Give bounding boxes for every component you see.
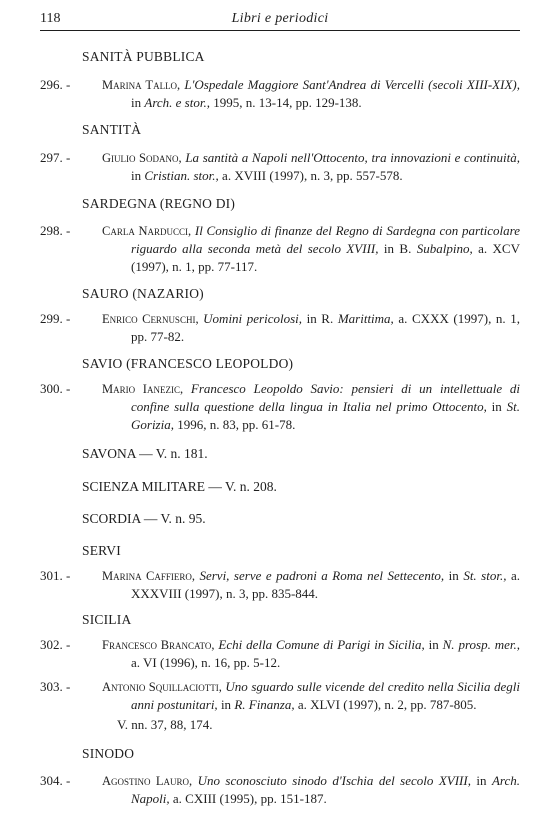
entry-author: Antonio Squillaciotti, [102, 680, 222, 694]
entry-title: Francesco Leopoldo Savio: pensieri di un intellettuale di confine sulla questione della lingua in Italia nel primo Ottocento, [131, 381, 521, 414]
entry-title: L'Ospedale Maggiore Sant'Andrea di Vercelli (secoli XIII-XIX), [184, 77, 520, 92]
running-header [40, 10, 520, 31]
entry-details: a. XCV (1997), n. 1, pp. 77-117. [131, 241, 520, 274]
entry-connector: in [470, 773, 492, 788]
section-heading: SAVIO (FRANCESCO LEOPOLDO) [82, 356, 294, 371]
cross-reference: SCORDIA — V. n. 95. [82, 511, 206, 526]
entry-details: a. CXIII (1995), pp. 151-187. [169, 791, 327, 806]
cross-reference: SCIENZA MILITARE — V. n. 208. [82, 479, 277, 494]
entry-details: 1995, n. 13-14, pp. 129-138. [209, 95, 362, 110]
bibliography-entry [40, 222, 520, 276]
entry-author: Giulio Sodano, [102, 151, 182, 165]
entry-title: Uno sguardo sulle vicende del credito nella Sicilia degli anni postunitari, [131, 679, 521, 712]
entry-details: a. XXXVIII (1997), n. 3, pp. 835-844. [131, 568, 520, 601]
entry-connector: in B. [378, 241, 417, 256]
entry-author: Francesco Brancato, [102, 638, 215, 652]
entry-title: Il Consiglio di finanze del Regno di Sardegna con particolare riguardo alla seconda metà del secolo XVIII, [131, 223, 520, 256]
entry-author: Enrico Cernuschi, [102, 312, 199, 326]
section-heading: SINODO [82, 746, 135, 761]
section-heading: SANITÀ PUBBLICA [82, 49, 205, 64]
entry-connector: in [131, 168, 145, 183]
entry-number: 301. - [40, 568, 71, 583]
entry-author: Agostino Lauro, [102, 774, 193, 788]
entry-details: a. XVIII (1997), n. 3, pp. 557-578. [218, 168, 403, 183]
bibliography-entry [40, 76, 520, 112]
entry-number: 300. - [40, 381, 71, 396]
entry-author: Carla Narducci, [102, 224, 192, 238]
entry-connector: in [424, 637, 443, 652]
entry-details: 1996, n. 83, pp. 61-78. [173, 417, 296, 432]
entry-journal: R. Finanza, [234, 697, 295, 712]
bibliography-entry [40, 772, 520, 808]
bibliography-entry [40, 149, 520, 185]
entry-journal: St. stor., [463, 568, 507, 583]
entry-title: Uomini pericolosi, [203, 311, 303, 326]
entry-journal: Cristian. stor., [144, 168, 219, 183]
entry-connector: in [131, 95, 145, 110]
bibliography-entry [40, 310, 520, 346]
section-heading: SARDEGNA (REGNO DI) [82, 196, 236, 211]
entry-title: La santità a Napoli nell'Ottocento, tra innovazioni e continuità, [185, 150, 521, 165]
entry-author: Marina Caffiero, [102, 569, 195, 583]
entry-number: 296. - [40, 77, 71, 92]
entry-connector: in [444, 568, 464, 583]
cross-reference: SAVONA — V. n. 181. [82, 446, 208, 461]
entry-number: 299. - [40, 311, 71, 326]
section-heading: SERVI [82, 543, 121, 558]
entry-author: Mario Ianezic, [102, 382, 184, 396]
entry-journal: Arch. Napoli, [131, 773, 520, 806]
entry-author: Marina Tallo, [102, 78, 181, 92]
entry-connector: in [486, 399, 507, 414]
section-heading: SAURO (NAZARIO) [82, 286, 204, 301]
entry-title: Servi, serve e padroni a Roma nel Settecento, [199, 568, 445, 583]
bibliography-entry [40, 567, 520, 603]
section-heading: SICILIA [82, 612, 132, 627]
entry-journal: Marittima, [337, 311, 394, 326]
entry-title: Uno sconosciuto sinodo d'Ischia del secolo XVIII, [197, 773, 471, 788]
bibliography-entry [40, 380, 520, 434]
section-note: V. nn. 37, 88, 174. [117, 717, 213, 732]
page-number: 118 [40, 11, 61, 26]
entry-connector: in [217, 697, 235, 712]
entry-number: 298. - [40, 223, 71, 238]
section-heading: SANTITÀ [82, 122, 142, 137]
running-title: Libri e periodici [231, 11, 329, 26]
entry-number: 304. - [40, 773, 71, 788]
entry-number: 297. - [40, 150, 71, 165]
entry-title: Echi della Comune di Parigi in Sicilia, [218, 637, 425, 652]
entry-number: 303. - [40, 679, 71, 694]
bibliography-entry [40, 636, 520, 672]
entry-number: 302. - [40, 637, 71, 652]
entry-journal: Subalpino, [416, 241, 473, 256]
bibliography-entry [40, 678, 520, 714]
entry-details: a. XLVI (1997), n. 2, pp. 787-805. [294, 697, 477, 712]
entry-journal: N. prosp. mer., [442, 637, 520, 652]
entry-journal: St. Gorizia, [131, 399, 520, 432]
entry-details: a. CXXX (1997), n. 1, pp. 77-82. [131, 311, 521, 344]
entry-connector: in R. [302, 311, 338, 326]
entry-details: a. VI (1996), n. 16, pp. 5-12. [131, 655, 281, 670]
entry-journal: Arch. e stor., [144, 95, 210, 110]
